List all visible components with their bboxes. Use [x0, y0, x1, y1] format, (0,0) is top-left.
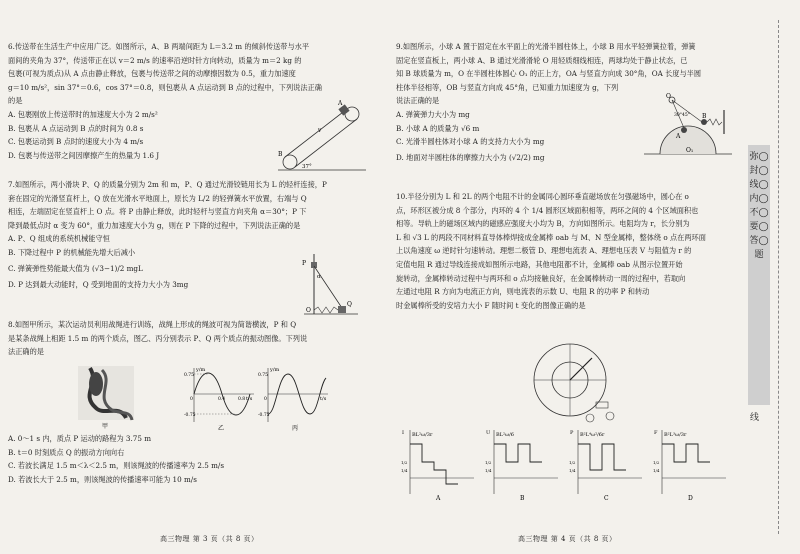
- choice-c-label: C: [604, 495, 609, 502]
- slider-rod-figure: [300, 252, 360, 318]
- q6-option-b: B. 包裹从 A 点运动到 B 点的时间为 0.8 s: [8, 123, 144, 133]
- q10-line-4: L 和 √3 L 的两段不同材料直导体棒焊接成金属棒 oab 与 M、N 型金属棒，整体绕 o 点在两环面: [396, 232, 706, 242]
- label-q: Q: [347, 301, 352, 308]
- q6-line-2: 面间的夹角为 37°，传送带正在以 v＝2 m/s 的速率沿逆时针方向转动，质量为 m＝2 kg 的: [8, 55, 302, 65]
- page-4-footer: 高三物理 第 4 页（共 8 页）: [518, 535, 617, 543]
- choice-c-top: B²L⁴ω²/6r: [580, 432, 605, 438]
- choice-d-label: D: [688, 495, 693, 502]
- q10-line-1: 10.半径分别为 L 和 2L 的两个电阻不计的金属同心圆环垂直磁场放在匀强磁场中，圆心在 o: [396, 192, 689, 201]
- choice-a-top: BL²ω/3r: [412, 432, 433, 438]
- seal-dashed-line: [778, 20, 779, 534]
- q8-option-d: D. 若波长大于 2.5 m，则该绳波的传播速率可能为 10 m/s: [8, 474, 197, 484]
- graph-yi-t2: 0.8: [238, 397, 246, 402]
- page-3-footer: 高三物理 第 3 页（共 8 页）: [160, 535, 259, 543]
- q7-line-3: 相连，左端固定在竖直杆上 O 点。将 P 由静止释放，此时轻杆与竖直方向夹角 α＝30°；P 下: [8, 207, 307, 217]
- q7-option-d: D. P 达到最大动能时，Q 受到地面的支持力大小为 3mg: [8, 279, 189, 289]
- concentric-ring-figure: [530, 340, 620, 426]
- label-o: O: [306, 307, 311, 314]
- graph-bing-origin: 0: [264, 397, 267, 402]
- label-alpha: α: [317, 274, 321, 280]
- choice-b-mid: 1/2: [485, 460, 492, 465]
- q9-line-3: 知 B 球质量为 m，O 在半圆柱体圆心 O₁ 的正上方，OA 与竖直方向成 30°角，OA 长度与半圆: [396, 69, 702, 79]
- graph-yi-ylabel: y/m: [196, 367, 206, 373]
- choice-d-low: 1/4: [653, 468, 660, 473]
- graph-yi-ymin: -0.75: [184, 413, 196, 418]
- q8-line-3: 法正确的是: [8, 347, 44, 357]
- q6-option-c: C. 包裹运动到 B 点时的速度大小为 4 m/s: [8, 137, 144, 147]
- q8-option-a: A. 0～1 s 内，质点 P 运动的路程为 3.75 m: [8, 434, 152, 443]
- seal-note: 线: [750, 413, 760, 423]
- choice-c-mid: 1/2: [569, 460, 576, 465]
- label-b: B: [702, 113, 707, 120]
- label-o: O: [666, 93, 671, 100]
- choice-c-axis: P: [570, 430, 574, 436]
- q9-line-2: 固定在竖直板上，两小球 A、B 通过光滑滑轮 O 用轻质细线相连，两球均处于静止状态，已: [396, 55, 688, 65]
- graph-bing-xlabel: t/s: [320, 396, 327, 402]
- choice-b-axis: U: [486, 430, 491, 436]
- choice-d-mid: 1/2: [653, 460, 660, 465]
- q10-line-6: 定值电阻 R 通过导线连接成如图所示电路，其他电阻都不计，金属棒 oab 从图示位置开始: [396, 259, 683, 269]
- choice-d-axis: F: [654, 430, 658, 436]
- graph-bing-ylabel: y/m: [270, 367, 280, 373]
- q10-line-2: 点，环形区被分成 8 个部分，内环的 4 个 1/4 圆形区域面积相等，两环之间的 4 个区域面积也: [396, 205, 699, 215]
- q9-line-5: 说法正确的是: [396, 96, 440, 106]
- question-7: [8, 178, 327, 291]
- seal-line-strip: [748, 0, 800, 554]
- question-10: [396, 190, 706, 312]
- q9-option-b: B. 小球 A 的质量为 √6 m: [396, 123, 480, 133]
- label-a: A: [676, 133, 681, 140]
- q10-line-5: 上以角速度 ω 逆时针匀速转动。理想二极管 D、理想电流表 A、理想电压表 V 与阻值为 r 的: [396, 246, 692, 256]
- choice-a-low: 1/4: [401, 468, 408, 473]
- exam-page-3: [0, 0, 382, 554]
- q7-option-c: C. 弹簧弹性势能最大值为 (√3−1)/2 mgL: [8, 263, 143, 273]
- choice-b-low: 1/4: [485, 468, 492, 473]
- conveyor-label-a: A: [338, 100, 343, 107]
- q10-line-8: 左通过电阻 R 方向为电流正方向，则电流表的示数 U、电阻 R 的功率 P 和转动: [396, 287, 650, 297]
- graph-bing-caption: 丙: [292, 425, 299, 432]
- graph-yi-xlabel: t/s: [246, 396, 253, 402]
- q9-line-4: 柱体半径相等，OB 与竖直方向成 45°角，已知重力加速度为 g，下列: [396, 82, 619, 92]
- exam-page-4: [388, 0, 740, 554]
- choice-graph-c[interactable]: [568, 426, 644, 502]
- choice-graph-b[interactable]: [484, 426, 560, 502]
- choice-c-low: 1/4: [569, 468, 576, 473]
- q6-option-a: A. 包裹刚放上传送带时的加速度大小为 2 m/s²: [8, 109, 158, 119]
- conveyor-figure: [272, 100, 372, 178]
- choice-d-top: B²L³ω/3r: [664, 432, 687, 438]
- q8-line-2: 是某条战绳上相距 1.5 m 的两个质点，图乙、丙分别表示 P、Q 两个质点的振动图像。下列说: [8, 333, 308, 343]
- conveyor-label-b: B: [278, 151, 283, 158]
- q6-option-d: D. 包裹与传送带之间因摩擦产生的热量为 1.6 J: [8, 150, 160, 160]
- vibration-graph-yi: [184, 364, 258, 434]
- half-cylinder-figure: [642, 92, 734, 160]
- conveyor-label-v: v: [318, 127, 322, 134]
- q7-line-4: 降到最低点时 α 变为 60°，重力加速度大小为 g，则在 P 下降的过程中，下列说法正确的是: [8, 220, 301, 230]
- q7-line-2: 套在固定的光滑竖直杆上，Q 放在光滑水平地面上，原长为 L/2 的轻弹簧水平放置，右端与 Q: [8, 193, 307, 203]
- graph-bing-ymin: -0.75: [258, 413, 270, 418]
- choice-graph-a[interactable]: [400, 426, 476, 502]
- conveyor-angle: 37°: [302, 164, 312, 170]
- question-8: [8, 318, 307, 359]
- q9-option-a: A. 弹簧弹力大小为 mg: [396, 109, 470, 119]
- q6-line-3: 包裹(可视为质点)从 A 点由静止释放，包裹与传送带之间的动摩擦因数为 0.5，重力加速度: [8, 69, 296, 79]
- label-p: P: [302, 260, 307, 267]
- seal-text: 弥◯封◯线◯内◯不◯要◯答◯题: [749, 152, 769, 260]
- graph-yi-origin: 0: [190, 397, 193, 402]
- choice-b-label: B: [520, 495, 525, 502]
- q9-option-d: D. 地面对半圆柱体的摩擦力大小为 (√2/2) mg: [396, 152, 545, 162]
- q6-line-1: 6.传送带在生活生产中应用广泛。如图所示，A、B 两端间距为 L＝3.2 m 的倾斜传送带与水平: [8, 42, 310, 51]
- vibration-graph-bing: [258, 364, 332, 434]
- q7-line-1: 7.如图所示，两小滑块 P、Q 的质量分别为 2m 和 m，P、Q 通过光滑铰链用长为 L 的轻杆连接，P: [8, 180, 327, 189]
- q10-line-9: 时金属棒所受的安培力大小 F 随时间 t 变化的图像正确的是: [396, 300, 586, 310]
- question-8-options: [8, 432, 224, 486]
- choice-graph-d[interactable]: [652, 426, 728, 502]
- photo-caption-jia: 甲: [102, 423, 109, 430]
- q7-option-b: B. 下降过程中 P 的机械能先增大后减小: [8, 247, 136, 257]
- q8-option-b: B. t＝0 时刻质点 Q 的振动方向向右: [8, 447, 125, 457]
- q10-line-3: 相等。导轨上的磁场区域内的磁感应强度大小均为 B，方向如图所示。电阻均为 r，长分别为: [396, 219, 690, 229]
- graph-yi-ymax: 0.75: [184, 373, 195, 378]
- choice-a-axis: I: [402, 430, 404, 436]
- battle-rope-photo: [60, 364, 180, 430]
- graph-bing-ymax: 0.75: [258, 373, 269, 378]
- q8-line-1: 8.如图甲所示，某次运动员利用战绳进行训练，战绳上形成的绳波可视为简谐横波，P 和 Q: [8, 320, 297, 329]
- q9-line-1: 9.如图所示，小球 A 置于固定在水平面上的光滑半圆柱体上，小球 B 用水平轻弹簧拉着，弹簧: [396, 42, 696, 51]
- q6-line-5: 的是: [8, 96, 23, 106]
- choice-a-mid: 1/2: [401, 460, 408, 465]
- graph-yi-caption: 乙: [218, 425, 225, 432]
- label-angles: 30°45°: [674, 113, 690, 118]
- q7-option-a: A. P、Q 组成的系统机械能守恒: [8, 234, 110, 244]
- choice-b-top: BL²ω/6: [496, 432, 514, 438]
- q6-line-4: g＝10 m/s²，sin 37°＝0.6，cos 37°＝0.8，则包裹从 A 点运动到 B 点的过程中，下列说法正确: [8, 82, 322, 92]
- choice-a-label: A: [436, 495, 441, 502]
- label-o1: O₁: [686, 147, 694, 154]
- q8-option-c: C. 若波长满足 1.5 m＜λ＜2.5 m，则该绳波的传播速率为 2.5 m/s: [8, 461, 225, 471]
- q10-line-7: 旋转动，金属棒转动过程中与两环和 o 点均接触良好，在金属棒转动一周的过程中，若取向: [396, 273, 686, 283]
- graph-yi-t1: 0.4: [218, 397, 226, 402]
- q9-option-c: C. 光滑半圆柱体对小球 A 的支持力大小为 mg: [396, 137, 545, 147]
